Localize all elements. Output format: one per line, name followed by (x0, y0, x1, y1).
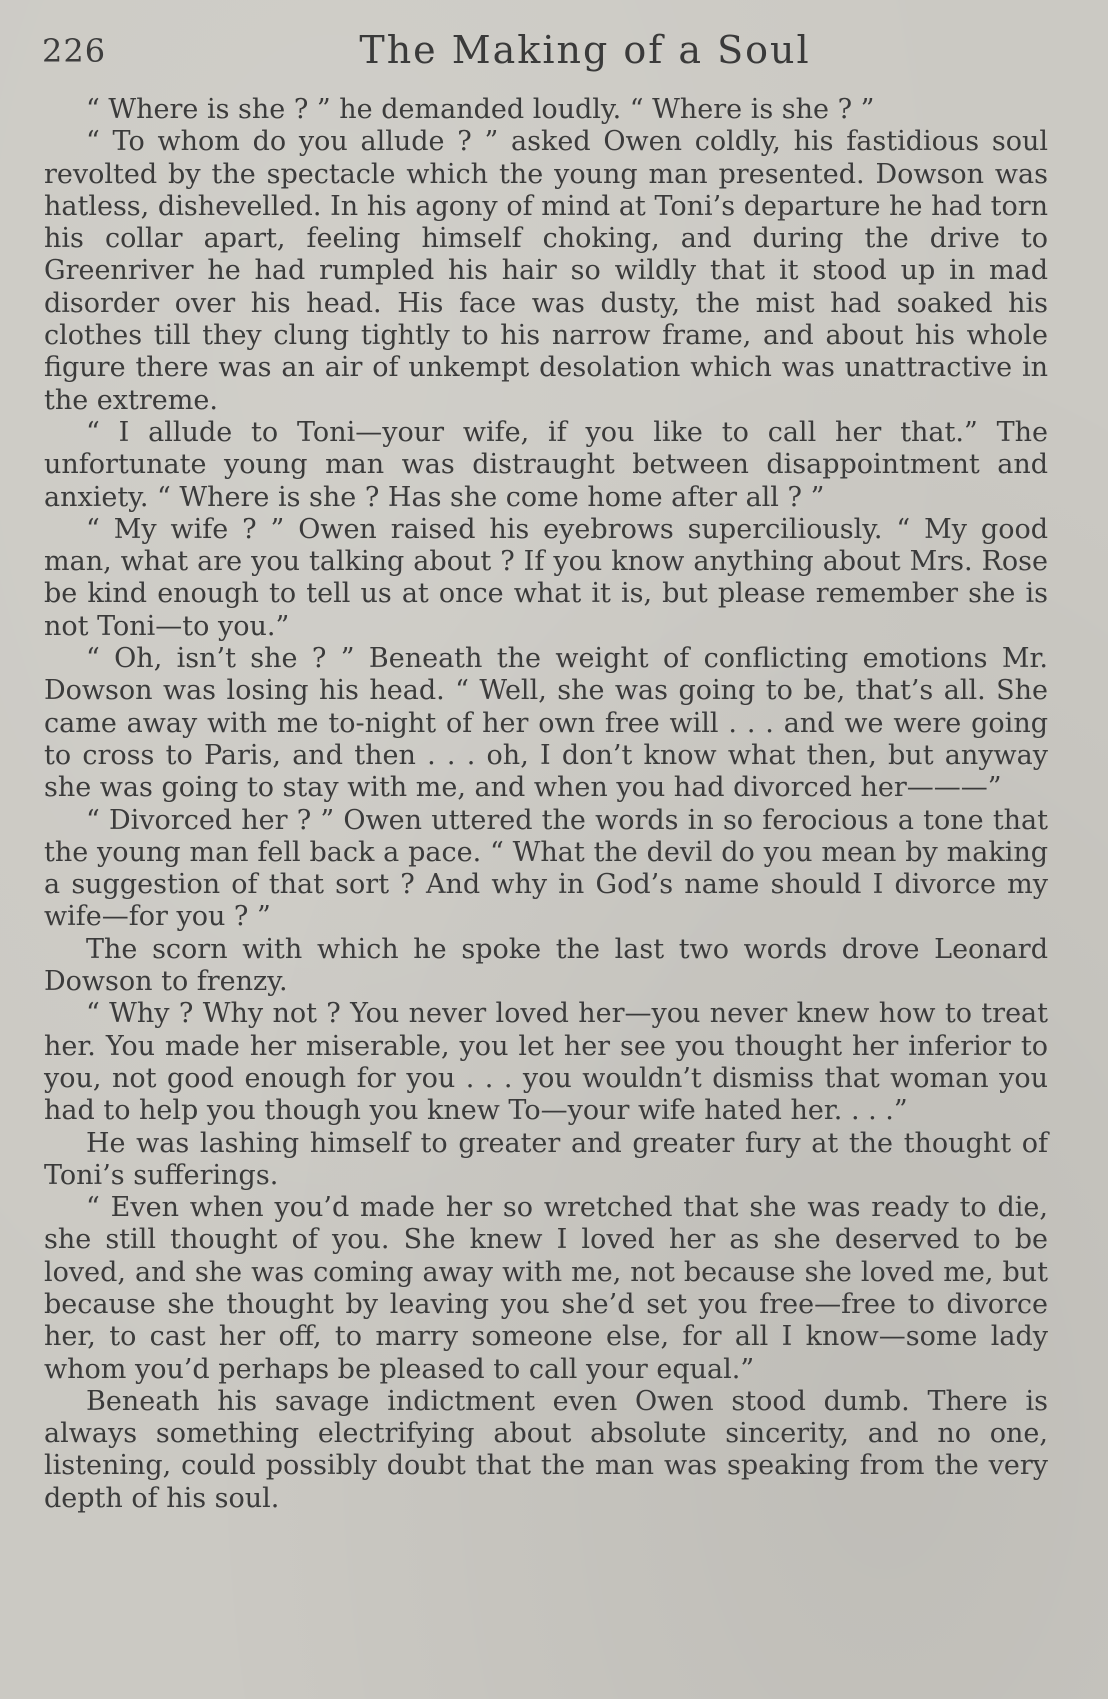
page-number: 226 (42, 32, 107, 70)
paragraph: The scorn with which he spoke the last two words drove Leonard Dowson to frenzy. (44, 933, 1048, 998)
paragraph: He was lashing himself to greater and greater fury at the thought of Toni’s sufferings. (44, 1127, 1048, 1191)
page-header (42, 26, 1068, 76)
running-title: The Making of a Soul (359, 28, 811, 72)
paragraph: “ Even when you’d made her so wretched that she was ready to die, she still thought of you. She knew I loved her as she deserved to be loved, and she was coming away with me, not because she loved me, but because she thought by leaving you she’d set you free—free to divorce her, to cast her off, to marry someone else, for all I know—some lady whom you’d perhaps be pleased to call your equal.” (44, 1192, 1048, 1385)
paragraph: “ Divorced her ? ” Owen uttered the words in so ferocious a tone that the young man fell back a pace. “ What the devil do you mean by making a suggestion of that sort ? And why in God’s name should I divorce my wife—for you ? ” (44, 804, 1048, 933)
paragraph: “ My wife ? ” Owen raised his eyebrows superciliously. “ My good man, what are you talking about ? If you know anything about Mrs. Rose be kind enough to tell us at once what it is, but please remember she is not Toni—to you.” (44, 513, 1048, 642)
paragraph: “ Why ? Why not ? You never loved her—you never knew how to treat her. You made her miserable, you let her see you thought her inferior to you, not good enough for you . . . you wouldn’t dismiss that woman you had to help you though you knew To—your wife hated her. . . .” (44, 998, 1048, 1127)
paragraph: Beneath his savage indictment even Owen stood dumb. There is always something electrifying about absolute sincerity, and no one, listening, could possibly doubt that the man was speaking from the very depth of his soul. (44, 1385, 1048, 1514)
paragraph: “ I allude to Toni—your wife, if you like to call her that.” The unfortunate young man was distraught between disappointment and anxiety. “ Where is she ? Has she come home after all ? ” (44, 416, 1048, 513)
paragraph: “ Oh, isn’t she ? ” Beneath the weight of conflicting emotions Mr. Dowson was losing his head. “ Well, she was going to be, that’s all. She came away with me to-night of her own free will . . . and we were going to cross to Paris, and then . . . oh, I don’t know what then, but anyway she was going to stay with me, and when you had divorced her———” (44, 643, 1048, 804)
paragraph: “ Where is she ? ” he demanded loudly. “ Where is she ? ” (86, 94, 875, 125)
paragraph: “ To whom do you allude ? ” asked Owen coldly, his fastidious soul revolted by the spectacle which the young man presented. Dowson was hatless, dishevelled. In his agony of mind at Toni’s departure he had torn his collar apart, feeling himself choking, and during the drive to Greenriver he had rumpled his hair so wildly that it stood up in mad disorder over his head. His face was dusty, the mist had soaked his clothes till they clung tightly to his narrow frame, and about his whole figure there was an air of unkempt desolation which was unattractive in the extreme. (44, 126, 1048, 416)
body-text (44, 94, 1048, 1515)
